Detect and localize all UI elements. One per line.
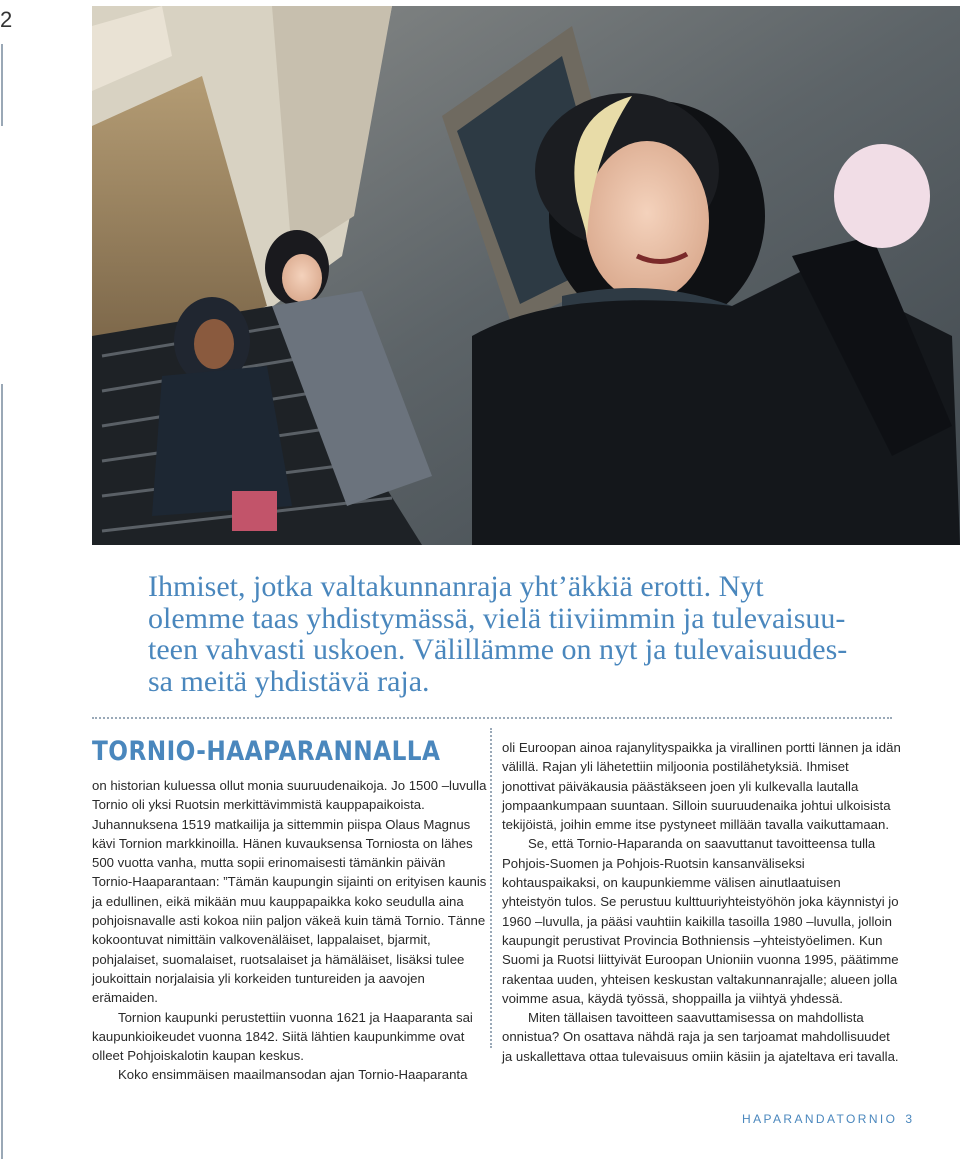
publication-name: HAPARANDATORNIO xyxy=(742,1112,898,1126)
pull-quote-line: olemme taas yhdistymässä, vielä tiiviimmin ja tulevaisuu- xyxy=(148,601,846,635)
pull-quote-line: Ihmiset, jotka valtakunnanraja yht’äkkiä erotti. Nyt xyxy=(148,570,764,603)
page-edge-line xyxy=(1,44,3,126)
article-column-right xyxy=(502,738,902,1066)
dotted-divider-horizontal xyxy=(92,717,892,719)
page-number: 3 xyxy=(905,1112,913,1126)
paragraph: Tornion kaupunki perustettiin vuonna 1621 ja Haaparanta sai kaupunkioikeudet vuonna 1842. Siitä lähtien kaupunkimme ovat olleet Pohjoiskalotin kaupan keskus. xyxy=(92,1009,473,1064)
paragraph: Koko ensimmäisen maailmansodan ajan Tornio-Haaparanta xyxy=(118,1067,468,1083)
article-heading: TORNIO-HAAPARANNALLA xyxy=(92,736,441,767)
page-footer xyxy=(742,1112,912,1126)
article-column-left xyxy=(92,776,488,1085)
paragraph: Miten tällaisen tavoitteen saavuttamisessa on mahdollista onnistua? On osattava nähdä raja ja sen tarjoamat mahdollisuudet ja uskallettava ottaa tulevaisuus omiin käsiin ja ajateltava eri tavalla. xyxy=(502,1010,899,1064)
dotted-divider-vertical xyxy=(490,728,492,1048)
pull-quote xyxy=(148,571,868,697)
paragraph: oli Euroopan ainoa rajanylityspaikka ja virallinen portti lännen ja idän välillä. Rajan yli lähetettiin miljoonia postilähetyksiä. Ihmiset jonottivat päiväkausia päästäkseen joen yli kulkevalla lautalla jompaankumpaan suuntaan. Silloin suuruudenaika johtui ulkoisista tekijöistä, joihin emme itse pystyneet millään tavalla vaikuttamaan. xyxy=(502,740,901,833)
page-edge-line xyxy=(1,384,3,1159)
paragraph: Se, että Tornio-Haparanda on saavuttanut tavoitteensa tulla Pohjois-Suomen ja Pohjois-Ruotsin kansanväliseksi kohtauspaikaksi, on kaupunkiemme välisen ainutlaatuisen yhteistyön tulos. Se perustuu kulttuuriyhteistyöhön joka käynnistyi jo 1960 –luvulla, ja pääsi vauhtiin kaikilla tasoilla 1980 –luvulla, jolloin kaupungit perustivat Provincia Bothniensis –yhteistyöelimen. Kun Suomi ja Ruotsi liittyivät Euroopan Unioniin vuonna 1995, päätimme rakentaa uuden, yhteisen keskustan valtakunnanrajalle; alueen jolla voimme asua, käydä työssä, shoppailla ja viihtyä yhdessä. xyxy=(502,836,899,1006)
pull-quote-line: teen vahvasti uskoen. Välillämme on nyt ja tulevaisuudes- xyxy=(148,633,848,666)
pull-quote-line: sa meitä yhdistävä raja. xyxy=(148,664,430,698)
paragraph: on historian kuluessa ollut monia suuruudenaikoja. Jo 1500 –luvulla Tornio oli yksi Ruotsin merkittävimmistä kauppapaikoista. Juhannuksena 1519 matkailija ja sittemmin piispa Olaus Magnus kävi Tornion markkinoilla. Hänen kuvauksensa Torniosta on lähes 500 vuotta vanha, mutta sopii erinomaisesti tämänkin päivän Tornio-Haaparantaan: ”Tämän kaupungin sijainti on erityisen kaunis ja edullinen, eikä mikään muu kauppapaikka koko seudulla aina pohjoisnavalle asti kokoa niin paljon väkeä kuin tämä Tornio. Tänne kokoontuvat nimittäin valkovenäläiset, lappalaiset, bjarmit, pohjalaiset, suomalaiset, ruotsalaiset ja hämäläiset, lisäksi tulee joukoittain norjalaisia yli korkeiden tuntureiden ja aavojen erämaiden. xyxy=(92,778,487,1006)
page-edge-marker: 2 xyxy=(0,7,13,32)
three-women-outside-building-photo xyxy=(92,6,960,545)
